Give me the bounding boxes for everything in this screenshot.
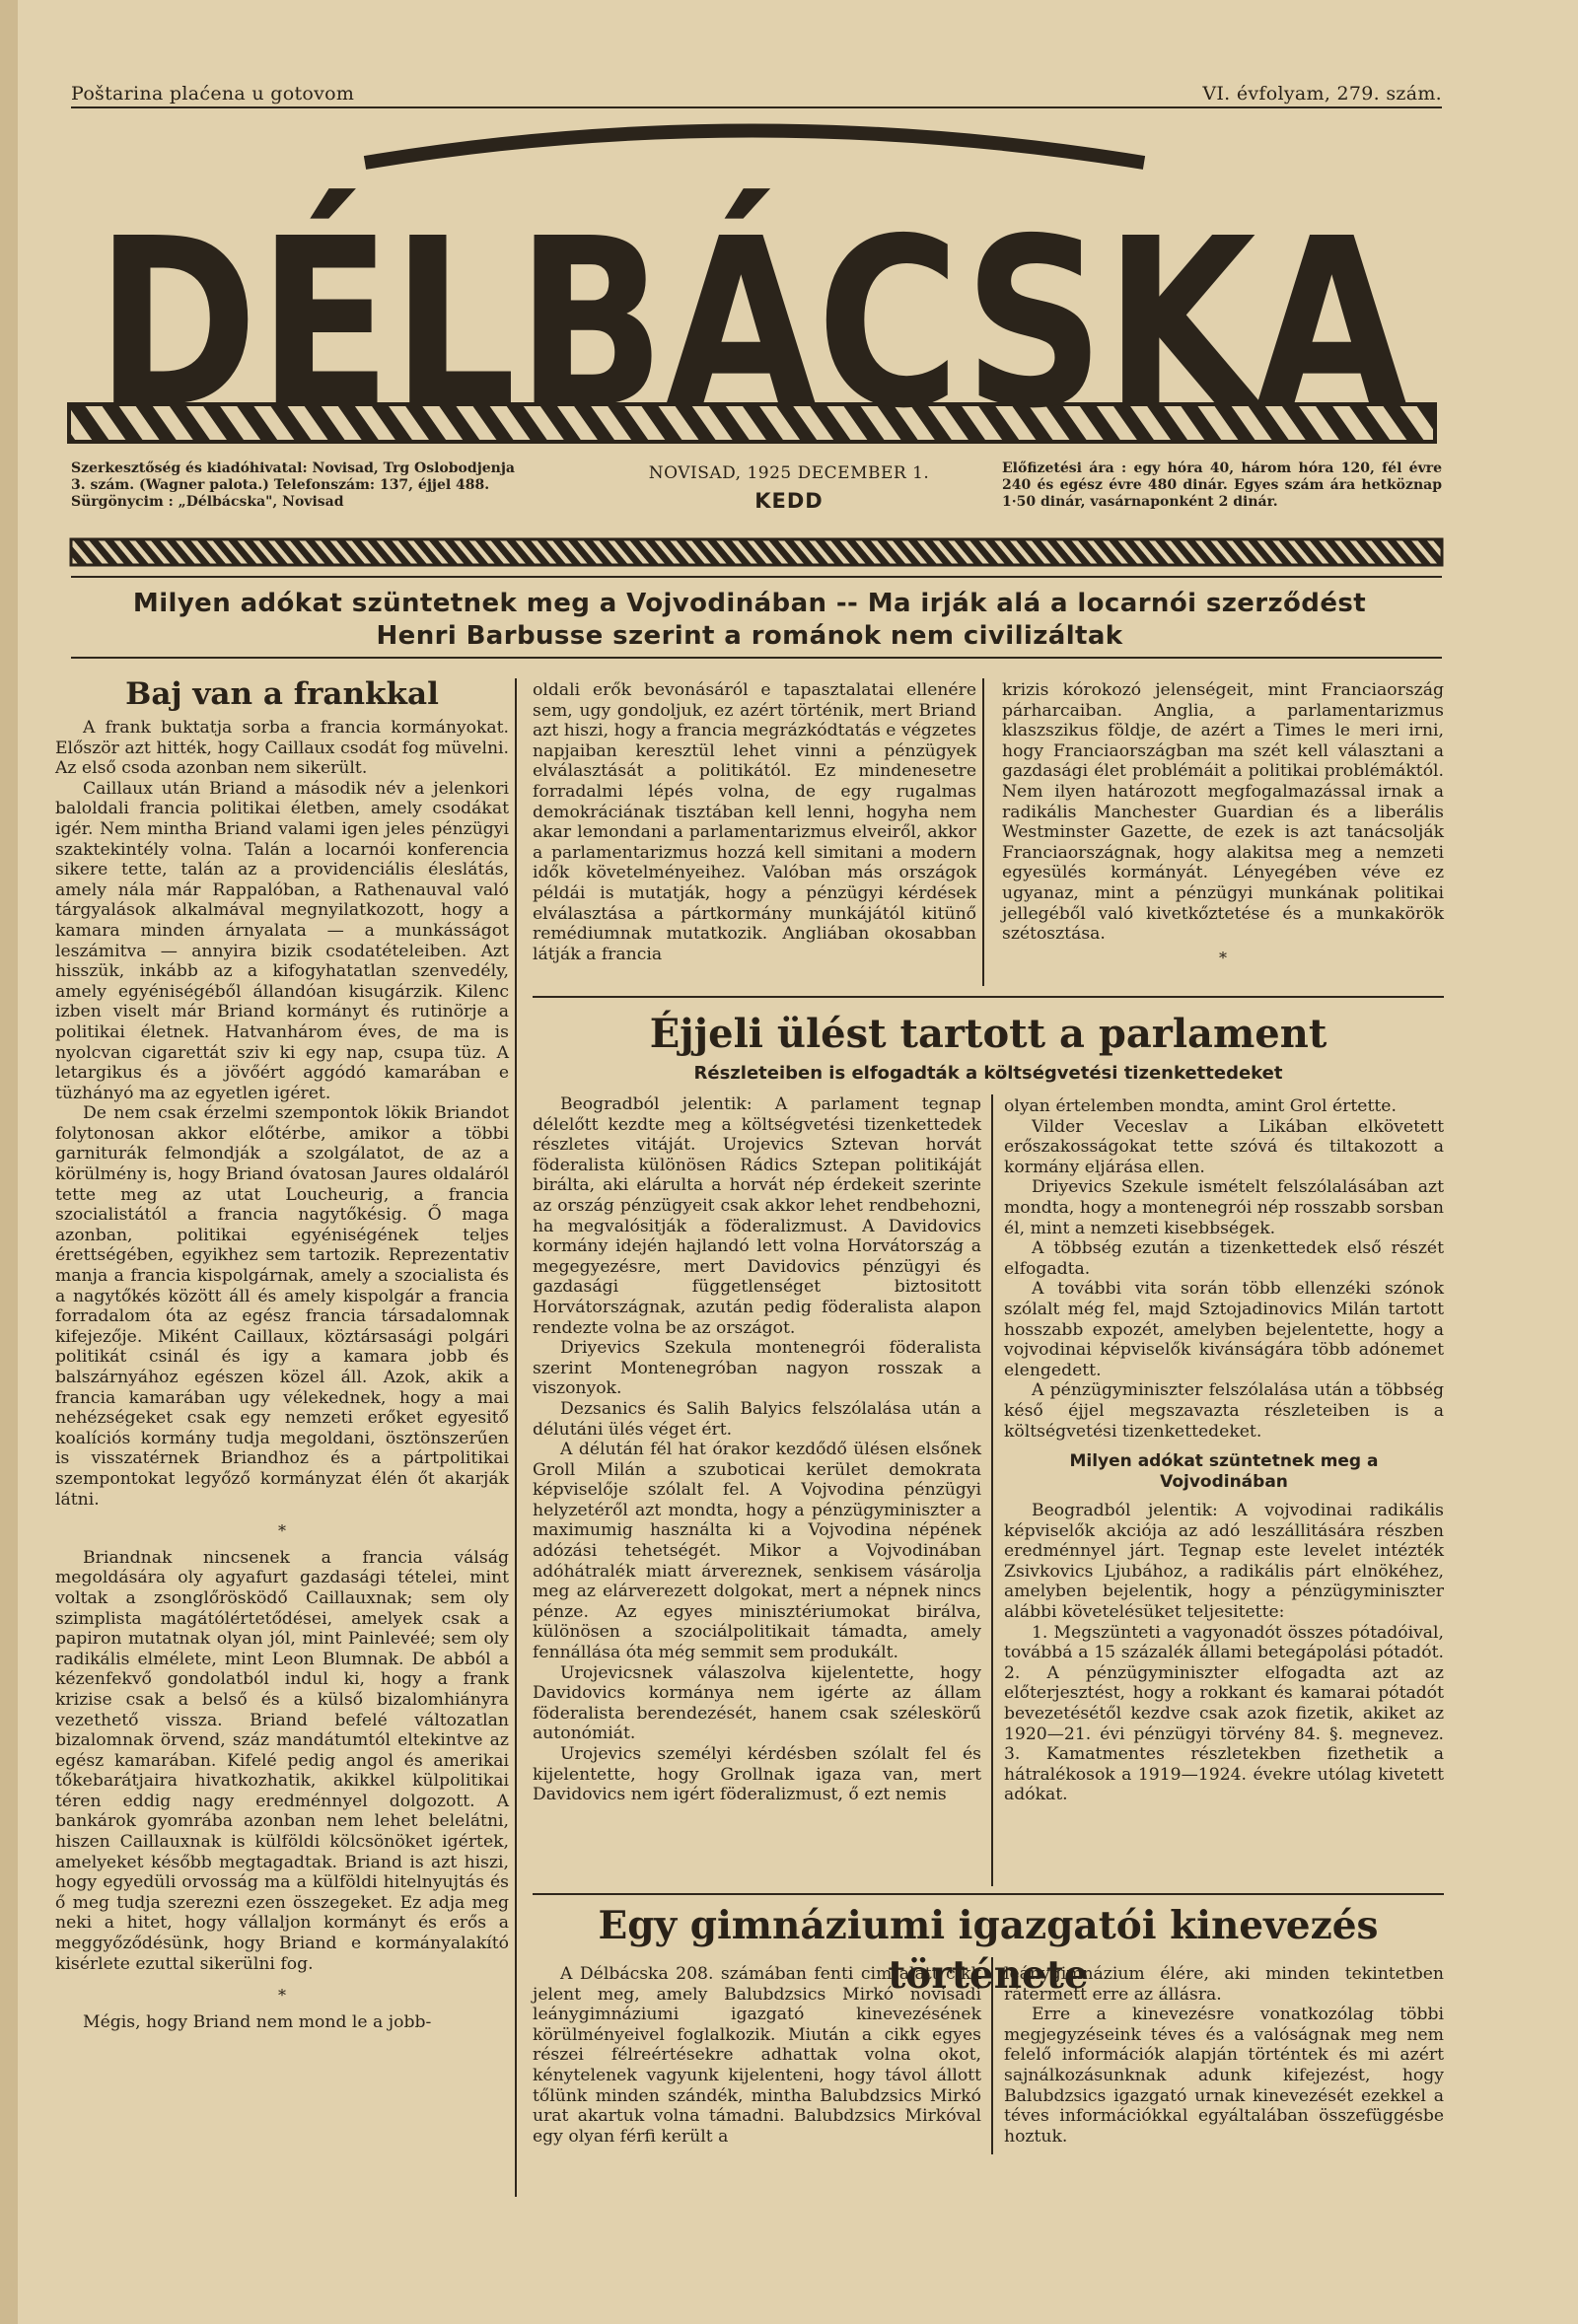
paragraph: Briandnak nincsenek a francia válság megoldására oly agyafurt gazdasági tételei, mint voltak a zsonglőrösködő Caillauxnak; sem oly szimplista magátólértetődései, amelyek csak a papiron mutatnak olyan jól, mint Painlevéé; sem oly radikális elmélete, mint Leon Blumnak. De abból a kézenfekvő gondolatból indul ki, hogy a frank krizise csak a belső és a külső bizalomhiányra vezethető vissza. Briand befelé változatlan bizalomnak örvend, száz mandátumtól eltekintve az egész kamarában. Kifelé pedig angol és amerikai tőkebarátjaira hivatkozhatik, akikkel külpolitikai téren eddig nagy eredménnyel dolgozott. A bankárok gyomrába azonban nem lehet belelátni, hiszen Caillauxnak is külföldi kölcsönöket igértek, amelyeket később megtagadtak. Briand is azt hiszi, hogy egyedüli orvosság ma a külföldi hitelnyujtás és ő meg tudja szerezni ezen összegeket. Ez adja meg neki a hitet, hogy vállaljon kormányt és erős a meggyőződésünk, hogy Briand e kormányalakító kisérlete ezuttal sikerülni fog. — [55, 1547, 509, 1974]
masthead-title: DÉLBÁCSKA — [96, 188, 1407, 459]
article2-top-rule — [533, 996, 1444, 998]
paragraph: A délután fél hat órakor kezdődő ülésen elsőnek Groll Milán a szuboticai kerület demokrata képviselője szólalt fel. A Vojvodina pénzügyi helyzetéről azt mondta, hogy a pénzügyminiszter a maximumig használta ki a Vojvodina népének adózási tehetségét. Mikor a Vojvodinában adóhátralék miatt árvereznek, senkisem vásárolja meg az elárverezett dolgokat, mert a népnek nincs pénze. Az egyes minisztériumokat birálva, különösen a szociálpolitikait támadta, amely fennállása óta még semmit sem produkált. — [533, 1440, 981, 1663]
headline-line-1: Milyen adókat szüntetnek meg a Vojvodinában -- Ma irják alá a locarnói szerződést — [132, 589, 1367, 618]
paragraph: krizis kórokozó jelenségeit, mint Franciaország párharcaiban. Anglia, a parlamentarizmus klaszszikus földje, de azért a Times le meri irni, hogy Franciaországban ma szét kell választani a gazdasági élet problémáit a politikai problémáktól. Nem ilyen határozott megfogalmazással irnak a radikális Manchester Guardian és a liberális Westminster Gazette, de ezek is azt tanácsolják Franciaországnak, hogy alakitsa meg a nemzeti egyesülés kormányát. Lényegében véve ez ugyanaz, mint a pénzügyi munkának politikai jellegéből való kivetkőztetése és a munkakörök szétosztása. — [1002, 680, 1444, 945]
paragraph: A Délbácska 208. számában fenti cim alatt cikk jelent meg, amely Balubdzsics Mirkó novisadi leánygimnáziumi igazgató kinevezésének körülményeivel foglalkozik. Miután a cikk egyes részei félreértésekre adhattak volna okot, kénytelenek vagyunk kijelenteni, hogy távol állott tőlünk minden szándék, mintha Balubdzsics Mirkó urat akartuk volna támadni. Balubdzsics Mirkóval egy olyan férfi került a — [533, 1964, 981, 2147]
front-headlines — [59, 588, 1440, 653]
subscription-info: Előfizetési ára : egy hóra 40, három hóra 120, fél évre 240 és egész évre 480 dinár. Egyes szám ára hetköznap 1·50 dinár, vasárnaponként 2 dinár. — [1002, 460, 1442, 510]
section-star: * — [1219, 948, 1227, 967]
hatched-divider — [71, 537, 1442, 567]
paragraph: Driyevics Szekule ismételt felszólalásában azt mondta, hogy a montenegrói nép rosszabb sorsban él, mint a nemzeti kisebbségek. — [1004, 1177, 1444, 1238]
article-parliament-subtitle: Részleteiben is elfogadták a költségvetési tizenkettedeket — [693, 1063, 1283, 1084]
article-frank-title: Baj van a frankkal — [125, 676, 439, 712]
paragraph: leánygimnázium élére, aki minden tekintetben rátermett erre az állásra. — [1004, 1964, 1444, 2005]
column-rule-3 — [991, 1094, 993, 1886]
paragraph: A pénzügyminiszter felszólalása után a többség késő éjjel megszavazta részleteiben is a költségvetési tizenkettedeket. — [1004, 1380, 1444, 1442]
article-parliament-title: Éjjeli ülést tartott a parlament — [649, 1011, 1327, 1057]
article-gymnasium-col2 — [1004, 1964, 1444, 2147]
headline-top-rule — [71, 576, 1442, 578]
date-block — [552, 463, 1026, 513]
paragraph: A többség ezután a tizenkettedek első részét elfogadta. — [1004, 1238, 1444, 1279]
paragraph: Urojevics személyi kérdésben szólalt fel és kijelentette, hogy Grollnak igaza van, mert Davidovics nem igért föderalizmust, ő ezt nemis — [533, 1744, 981, 1805]
weekday: KEDD — [754, 489, 824, 513]
paragraph: Erre a kinevezésre vonatkozólag többi megjegyzéseink téves és a valóságnak meg nem felelő információk alapján történtek és mi azért sajnálkozásunknak adunk kifejezést, hogy Balubdzsics igazgató urnak kinevezését ezekkel a téves információkkal egyáltalában összefüggésbe hoztuk. — [1004, 2005, 1444, 2147]
paragraph: 1. Megszünteti a vagyonadót összes pótadóival, továbbá a 15 százalék állami betegápolási pótadót. 2. A pénzügyminiszter elfogadta azt az előterjesztést, hogy a rokkant és kamarai pótadót bevezetésétől kezdve csak azok fizetik, akiket az 1920—21. évi pénzügyi törvény 84. §. megnevez. 3. Kamatmentes részletekben fizethetik a hátralékosok a 1919—1924. évekre utólag kivetett adókat. — [1004, 1622, 1444, 1805]
paragraph: Mégis, hogy Briand nem mond le a jobb- — [83, 2011, 432, 2032]
article-frank-col3 — [1002, 680, 1444, 968]
top-rule — [71, 106, 1442, 108]
article-gymnasium-col1 — [533, 1964, 981, 2147]
paragraph: Dezsanics és Salih Balyics felszólalása után a délutáni ülés véget ért. — [533, 1398, 981, 1440]
section-subhead-taxes: Milyen adókat szüntetnek meg a Vojvodinában — [1069, 1451, 1379, 1493]
column-rule-1 — [515, 678, 517, 2197]
column-rule-2 — [982, 678, 984, 986]
headline-bottom-rule — [71, 657, 1442, 659]
volume-issue: VI. évfolyam, 279. szám. — [1202, 83, 1442, 105]
masthead-logo — [69, 118, 1435, 458]
paragraph: oldali erők bevonásáról e tapasztalatai ellenére sem, ugy gondoljuk, ez azért történik, mert Briand azt hiszi, hogy a francia megrázkódtatás e végzetes napjaiban keresztül lehet vinni a pénzügyek elválasztását a politikától. Ez mindenesetre forradalmi lépés volna, de egy rugalmas demokráciának tisztában kell lenni, hogyha nem akar lemondani a parlamentarizmus elveiről, akkor a parlamentarizmus hozzá kell simitani a modern idők követelményeihez. Valóban más országok példái is mutatják, hogy a pénzügyi kérdések elválasztása a pártkormány munkájától kitünő remédiumnak mutatkozik. Angliában okosabban látják a francia — [533, 680, 976, 964]
paragraph: Beogradból jelentik: A parlament tegnap délelőtt kezdte meg a költségvetési tizenkettedek részletes vitáját. Urojevics Sztevan horvát föderalista különösen Rádics Sztepan politikáját birálta, aki elárulta a horvát nép érdekeit szerinte az ország pénzügyeit csak akkor lehet rendbehozni, ha megvalósitják a föderalizmust. A Davidovics kormány idején hajlandó lett volna Horvátország a megegyezésre, mert Davidovics pénzügyi és gazdasági függetlenséget biztositott Horvátországnak, azután pedig föderalista alapon rendezte volna be az országot. — [533, 1094, 981, 1338]
paragraph: Caillaux után Briand a második név a jelenkori baloldali francia politikai életben, amely csodákat igér. Nem mintha Briand valami igen jeles pénzügyi szaktekintély volna. Talán a locarnói konferencia sikere tette, talán az a providenciális éleslátás, amely nála már Rappalóban, a Rathenauval való tárgyalások alkalmával megnyilatkozott, hogy a kamara minden árnyalata — a munkásságot leszámitva — annyira bizik csodatételeiben. Azt hisszük, inkább az a kifogyhatatlan szenvedély, amely egyéniségéből állandóan kisugárzik. Kilenc izben viselt már Briand kormányt és rutinörje a politikai életnek. Hatvanhárom éves, de ma is nyolcvan cigarettát sziv ki egy nap, csupa tüz. A letargikus és a jövőért aggódó kamarában e tüzhányó ma az egyetlen igéret. — [55, 778, 509, 1103]
article-frank-col2 — [533, 680, 976, 964]
paragraph: Driyevics Szekula montenegrói föderalista szerint Montenegróban nagyon rosszak a viszonyok. — [533, 1338, 981, 1399]
headline-line-2: Henri Barbusse szerint a románok nem civilizáltak — [376, 621, 1123, 651]
paragraph: A további vita során több ellenzéki szónok szólalt még fel, majd Sztojadinovics Milán tartott hosszabb expozét, amelyben bejelentette, hogy a vojvodinai képviselők kivánságára több adónemet elengedett. — [1004, 1279, 1444, 1380]
editorial-office-info: Szerkesztőség és kiadóhivatal: Novisad, Trg Oslobodjenja 3. szám. (Wagner palota.) Telefonszám: 137, éjjel 488. Sürgönycim : „Délbácska", Novisad — [71, 460, 515, 510]
paper-edge — [0, 0, 18, 2324]
issue-date: NOVISAD, 1925 DECEMBER 1. — [648, 463, 930, 483]
section-star: * — [278, 1521, 286, 1541]
paragraph: Beogradból jelentik: A vojvodinai radikális képviselők akciója az adó leszállitására részben eredménnyel járt. Tegnap este levelet intézték Zsivkovics Ljubához, a radikális párt elnökéhez, amelyben bejelentik, hogy a pénzügyminiszter alábbi követelésüket teljesitette: — [1004, 1501, 1444, 1623]
paragraph: Vilder Veceslav a Likában elkövetett erőszakosságokat tette szóvá és tiltakozott a kormány eljárása ellen. — [1004, 1116, 1444, 1177]
paragraph: olyan értelemben mondta, amint Grol értette. — [1004, 1096, 1397, 1116]
article-gymnasium-title: Egy gimnáziumi igazgatói kinevezés története — [598, 1903, 1379, 1998]
article-parliament-col1 — [533, 1094, 981, 1805]
article-frank-col1 — [55, 674, 509, 2032]
postage-note: Poštarina plaćena u gotovom — [71, 83, 355, 105]
article3-top-rule — [533, 1893, 1444, 1895]
paragraph: A frank buktatja sorba a francia kormányokat. Először azt hitték, hogy Caillaux csodát fog müvelni. Az első csoda azonban nem sikerült. — [55, 718, 509, 779]
article-parliament-col2 — [1004, 1096, 1444, 1805]
paragraph: De nem csak érzelmi szempontok lökik Briandot folytonosan akkor előtérbe, amikor a többi garniturák felmondják a szolgálatot, de az a körülmény is, hogy Briand óvatosan Jaures oldaláról tette meg az utat Loucheurig, a francia szocialistától a francia nagytőkésig. Ő maga azonban, politikai egyéniségének teljes érettségében, egyikhez sem tartozik. Reprezentativ manja a francia kispolgárnak, amely a szocialista és a nagytőkés között áll és amely kispolgár a francia forradalom óta az egész francia társadalomnak kifejezője. Miként Caillaux, köztársasági polgári politikát csinál és igy a kamara jobb és balszárnyához egészen közel áll. Azok, akik a francia kamarában ugy vélekednek, hogy a mai nehézségeket csak egy nemzeti erőket egyesitő koalíciós kormány tudja megoldani, ösztönszerűen is visszatérnek Briandhoz és a pártpolitikai szempontokat legyőző kormányzat élén őt akarják látni. — [55, 1103, 509, 1510]
paragraph: Urojevicsnek válaszolva kijelentette, hogy Davidovics kormánya nem igérte az állam föderalista berendezését, hanem csak széleskörű autonómiát. — [533, 1662, 981, 1744]
section-star: * — [278, 1986, 286, 2006]
